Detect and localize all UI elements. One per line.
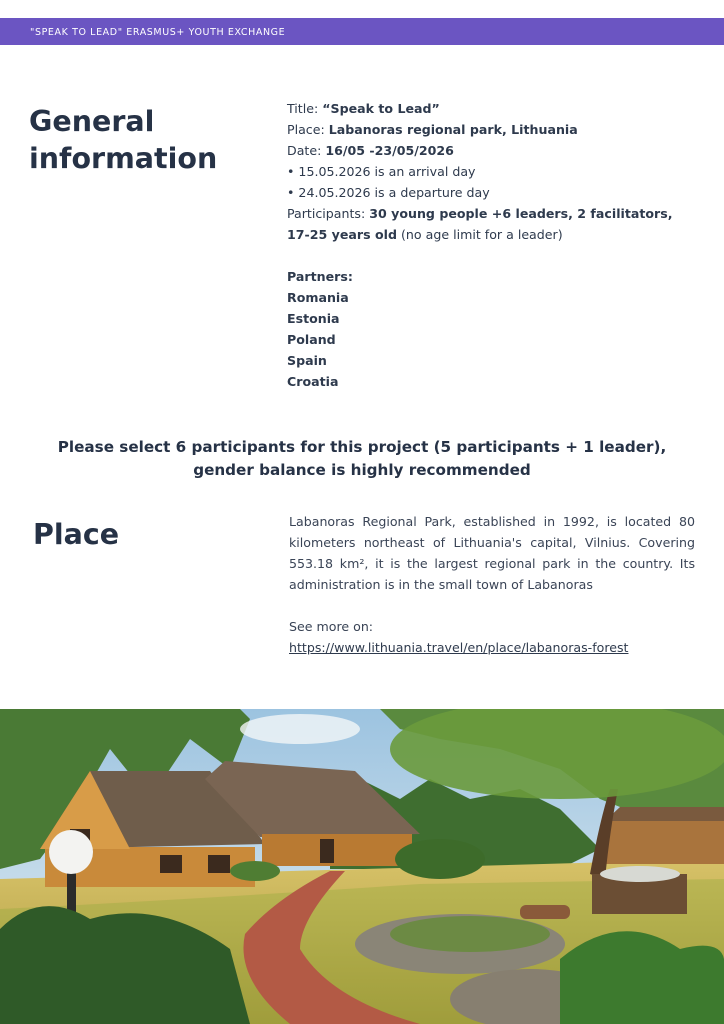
departure-row: • 24.05.2026 is a departure day (287, 185, 490, 200)
banner-text: "SPEAK TO LEAD" ERASMUS+ YOUTH EXCHANGE (30, 27, 286, 38)
participants-value: 30 young people +6 leaders, 2 facilitators, 17-25 years old (287, 206, 673, 242)
participants-note: (no age limit for a leader) (397, 227, 563, 242)
park-photo-illustration (0, 709, 724, 1024)
partners-label: Partners: (287, 269, 353, 284)
partner-item: Poland (287, 332, 336, 347)
header-banner (0, 18, 724, 45)
partner-item: Croatia (287, 374, 339, 389)
date-value: 16/05 -23/05/2026 (325, 143, 454, 158)
place-heading: Place (33, 518, 120, 551)
heading-line-2: information (29, 142, 218, 175)
place-row: Place: Labanoras regional park, Lithuania (287, 122, 578, 137)
general-information-heading (29, 103, 269, 177)
partner-item: Estonia (287, 311, 340, 326)
heading-line-1: General (29, 105, 155, 138)
title-value: “Speak to Lead” (322, 101, 440, 116)
date-row: Date: 16/05 -23/05/2026 (287, 143, 454, 158)
labanoras-link[interactable]: https://www.lithuania.travel/en/place/labanoras-forest (289, 640, 629, 655)
partner-item: Romania (287, 290, 349, 305)
see-more-label: See more on: (289, 619, 374, 634)
place-value: Labanoras regional park, Lithuania (328, 122, 578, 137)
partner-item: Spain (287, 353, 327, 368)
selection-notice: Please select 6 participants for this project (5 participants + 1 leader), gender balance is highly recommended (57, 438, 667, 479)
title-row: Title: “Speak to Lead” (287, 101, 440, 116)
place-description-block (289, 511, 695, 658)
arrival-row: • 15.05.2026 is an arrival day (287, 164, 476, 179)
participants-row: Participants: 30 young people +6 leaders, 2 facilitators, 17-25 years old (no age limit for a leader) (287, 206, 673, 242)
general-info-block (287, 98, 697, 392)
place-description: Labanoras Regional Park, established in 1992, is located 80 kilometers northeast of Lithuania's capital, Vilnius. Covering 553.18 km², it is the largest regional park in the country. Its administration is in the small town of Labanoras (289, 514, 695, 592)
park-photo (0, 709, 724, 1024)
